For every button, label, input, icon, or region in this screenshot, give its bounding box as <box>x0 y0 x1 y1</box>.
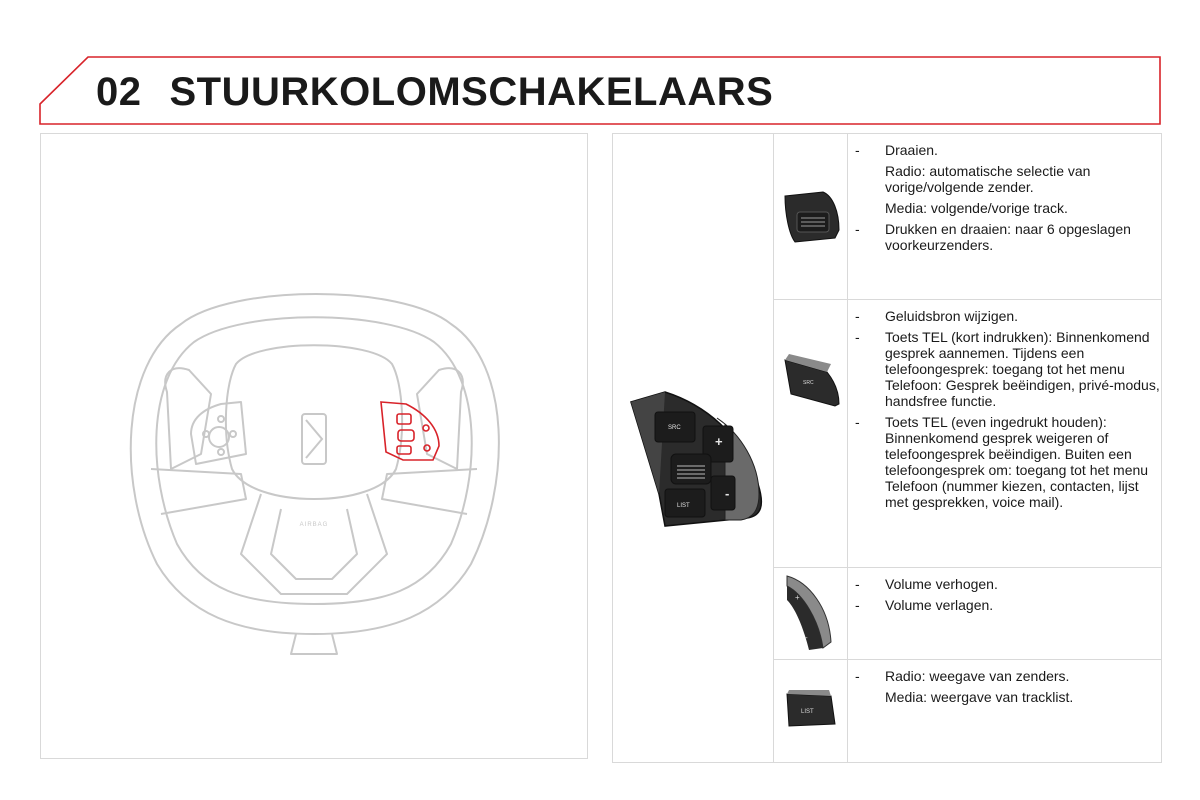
brand-logo-icon <box>302 414 326 464</box>
description-item: - Draaien. Radio: automatische selectie van vorige/volgende zender. Media: volgende/vorige track. <box>855 142 1091 216</box>
control-row-thumbwheel <box>773 134 1161 300</box>
steering-wheel-illustration <box>41 134 587 758</box>
control-module-illustration <box>613 134 773 762</box>
description-item: - Geluidsbron wijzigen. <box>855 308 1019 324</box>
description-item: - Drukken en draaien: naar 6 opgeslagen voorkeurzenders. <box>855 221 1131 253</box>
svg-text:SRC: SRC <box>803 380 814 386</box>
airbag-label: AIRBAG <box>299 522 329 528</box>
airbag-hub <box>226 345 402 499</box>
description-item: - Toets TEL (kort indrukken): Binnenkomend gesprek aannemen. Tijdens een telefoongesprek: toegang tot het menu Telefoon: Gesprek beëindigen, privé-modus, handsfree functie. <box>855 329 1160 409</box>
volume-rocker-thumbnail <box>773 568 848 659</box>
description-item: - Radio: weegave van zenders. Media: weergave van tracklist. <box>855 668 1074 705</box>
list-button-thumbnail <box>773 660 848 762</box>
thumbwheel-thumbnail <box>773 134 848 299</box>
section-title: STUURKOLOMSCHAKELAARS <box>169 70 774 114</box>
control-row-list <box>773 660 1161 762</box>
src-tel-thumbnail <box>773 300 848 567</box>
control-module-illustration-cell <box>613 134 774 762</box>
svg-text:-: - <box>805 633 808 642</box>
right-switch-pad-highlight <box>381 402 439 460</box>
description-item: - Volume verhogen. <box>855 576 998 592</box>
description-item: - Toets TEL (even ingedrukt houden): Binnenkomend gesprek weigeren of telefoongesprek beëindigen. Buiten een telefoongesprek om: toegang tot het menu Telefoon (nummer kiezen, contacten, lijst met gesprekken, voice mail). <box>855 414 1149 510</box>
list-button-label: LIST <box>677 503 690 509</box>
description-item: - Volume verlagen. <box>855 597 994 613</box>
control-row-volume <box>773 568 1161 660</box>
plus-button-label: + <box>715 434 723 449</box>
controls-table <box>612 133 1162 763</box>
src-tel-button-label: SRC <box>668 425 681 431</box>
steering-wheel-panel <box>40 133 588 759</box>
page-title <box>96 66 773 118</box>
section-number: 02 <box>96 70 142 114</box>
svg-text:LIST: LIST <box>801 709 814 715</box>
minus-button-label: - <box>725 486 730 501</box>
svg-text:+: + <box>795 593 800 602</box>
control-row-src-tel <box>773 300 1161 568</box>
